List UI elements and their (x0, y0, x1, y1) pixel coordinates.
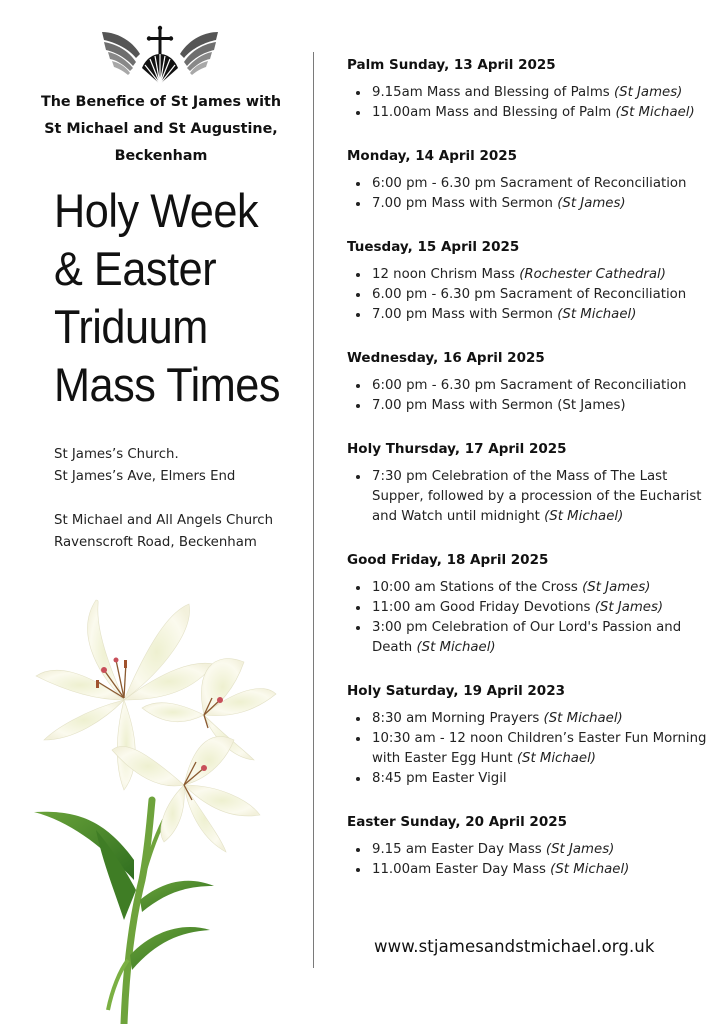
service-location: (St Michael) (544, 509, 624, 524)
service-item (347, 729, 717, 769)
service-item (347, 618, 717, 658)
service-item (347, 769, 717, 789)
day-heading: Palm Sunday, 13 April 2025 (347, 57, 556, 73)
leaf (130, 927, 210, 970)
service-location: (St James) (594, 600, 664, 615)
schedule-day (347, 812, 717, 880)
title-line: Mass Times (54, 358, 281, 411)
service-description: 8:45 pm Easter Vigil (372, 771, 507, 786)
service-location: (St James) (613, 85, 683, 100)
service-description: 6:00 pm - 6.30 pm Sacrament of Reconciliation (372, 378, 687, 393)
title-line: Holy Week (54, 184, 259, 237)
service-item (347, 83, 717, 103)
schedule-day (347, 550, 717, 658)
page-title (54, 182, 314, 414)
service-list (347, 709, 717, 789)
service-item (347, 396, 717, 416)
address-line: St Michael and All Angels Church (54, 513, 274, 528)
schedule-day (347, 237, 717, 325)
service-location: (St Michael) (543, 711, 623, 726)
address-line: St James’s Ave, Elmers End (54, 469, 236, 484)
day-heading: Holy Saturday, 19 April 2023 (347, 683, 565, 699)
title-line: & Easter (54, 242, 217, 295)
service-description: 12 noon Chrism Mass (372, 267, 520, 282)
right-wing-icon (180, 32, 218, 75)
service-list (347, 265, 717, 325)
service-location: (St Michael) (550, 862, 630, 877)
schedule-day (347, 146, 717, 214)
benefice-line: The Benefice of St James with (40, 94, 282, 110)
service-description: 3:00 pm Celebration of Our Lord's Passion and Death (372, 620, 682, 655)
service-item (347, 376, 717, 396)
service-list (347, 376, 717, 416)
mass-schedule (347, 55, 717, 903)
service-description: 8:30 am Morning Prayers (372, 711, 544, 726)
day-heading: Tuesday, 15 April 2025 (347, 239, 520, 255)
service-item (347, 840, 717, 860)
service-location: (St Michael) (516, 751, 596, 766)
service-item (347, 860, 717, 880)
service-description: 9.15 am Easter Day Mass (372, 842, 546, 857)
day-heading: Monday, 14 April 2025 (347, 148, 518, 164)
service-location: (Rochester Cathedral) (519, 267, 666, 282)
service-item (347, 305, 717, 325)
cross-icon (147, 26, 173, 56)
day-heading: Easter Sunday, 20 April 2025 (347, 814, 568, 830)
service-description: 11:00 am Good Friday Devotions (372, 600, 595, 615)
address-st-michael (54, 510, 273, 554)
leaf (140, 881, 214, 912)
service-item (347, 598, 717, 618)
benefice-name (18, 89, 304, 170)
service-item (347, 709, 717, 729)
service-list (347, 83, 717, 123)
service-item (347, 174, 717, 194)
service-location: (St James) (557, 196, 626, 211)
title-line: Triduum (54, 300, 208, 353)
service-description: 11.00am Easter Day Mass (372, 862, 551, 877)
church-addresses (54, 444, 273, 554)
scallop-shell-icon (142, 54, 178, 84)
day-heading: Wednesday, 16 April 2025 (347, 350, 545, 366)
service-description: 10:30 am - 12 noon Children’s Easter Fun Morning with Easter Egg Hunt (372, 731, 707, 766)
service-item (347, 467, 717, 527)
service-item (347, 578, 717, 598)
benefice-line: Beckenham (114, 148, 208, 164)
service-description: 7.00 pm Mass with Sermon (372, 196, 558, 211)
left-wing-icon (102, 32, 140, 75)
service-description: 6.00 pm - 6.30 pm Sacrament of Reconciliation (372, 287, 687, 302)
service-description: 7.00 pm Mass with Sermon (St James) (372, 398, 626, 413)
service-item (347, 194, 717, 214)
service-description: 7:30 pm Celebration of the Mass of The Last Supper, followed by a procession of the Eucharist and Watch until midnight (372, 469, 702, 524)
benefice-line: St Michael and St Augustine, (44, 121, 278, 137)
white-lily-illustration (24, 590, 294, 1024)
schedule-day (347, 55, 717, 123)
service-list (347, 578, 717, 658)
schedule-day (347, 348, 717, 416)
column-divider (313, 52, 314, 968)
schedule-day (347, 681, 717, 789)
day-heading: Good Friday, 18 April 2025 (347, 552, 549, 568)
website-link[interactable]: www.stjamesandstmichael.org.uk (374, 937, 655, 956)
stem (124, 800, 152, 1024)
service-description: 9.15am Mass and Blessing of Palms (372, 85, 614, 100)
service-description: 10:00 am Stations of the Cross (372, 580, 583, 595)
service-description: 6:00 pm - 6.30 pm Sacrament of Reconciliation (372, 176, 687, 191)
service-description: 7.00 pm Mass with Sermon (372, 307, 558, 322)
schedule-day (347, 439, 717, 527)
address-st-james (54, 444, 273, 488)
address-line: Ravenscroft Road, Beckenham (54, 535, 257, 550)
address-line: St James’s Church. (54, 447, 179, 462)
service-location: (St Michael) (615, 105, 695, 120)
service-location: (St Michael) (416, 640, 496, 655)
service-location: (St James) (582, 580, 651, 595)
service-item (347, 285, 717, 305)
service-description: 11.00am Mass and Blessing of Palm (372, 105, 616, 120)
service-list (347, 467, 717, 527)
service-item (347, 103, 717, 123)
service-location: (St James) (545, 842, 615, 857)
service-list (347, 174, 717, 214)
service-list (347, 840, 717, 880)
day-heading: Holy Thursday, 17 April 2025 (347, 441, 567, 457)
service-item (347, 265, 717, 285)
service-location: (St Michael) (557, 307, 637, 322)
cross-wings-shell-icon (100, 24, 220, 86)
